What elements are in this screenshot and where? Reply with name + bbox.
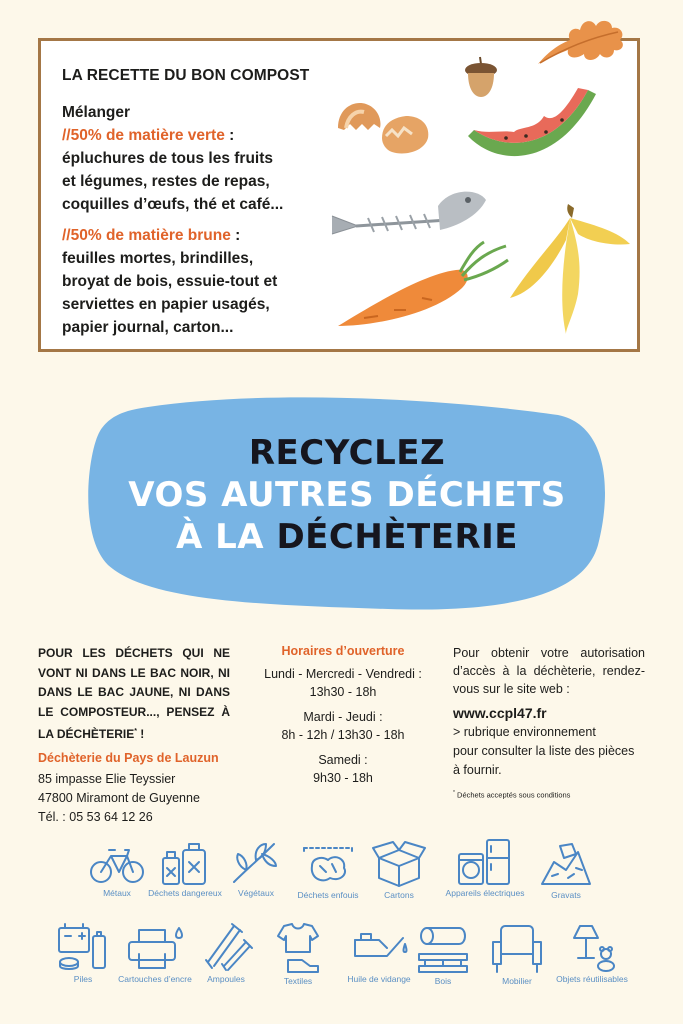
banner-text [88,432,606,558]
info-heading [38,644,230,745]
waste-center-name: Déchèterie du Pays de Lauzun [38,750,219,765]
green-matter-line: et légumes, restes de repas, [62,173,270,190]
brown-matter-line: serviettes en papier usagés, [62,296,270,313]
green-matter-line: coquilles d’œufs, thé et café... [62,196,284,213]
waste-type-label: Piles [73,974,93,984]
wood-icon [415,924,471,974]
banner-line-2: VOS AUTRES DÉCHETS [128,475,566,515]
oak-leaf-icon [530,10,632,72]
green-matter-colon: : [224,127,235,144]
access-info [453,644,645,800]
waste-type-label: Appareils électriques [445,888,525,898]
waste-type-cardboard [354,840,444,900]
address-line-2: 47800 Miramont de Guyenne [38,790,200,805]
bicycle-icon [89,842,145,886]
banner-line-3-strong: DÉCHÈTERIE [276,517,519,557]
brown-matter-line: papier journal, carton... [62,319,234,336]
access-text: Pour obtenir votre autorisation d’accès à la déchèterie, rendez-vous sur le site web : [453,646,645,696]
waste-type-label: Gravats [551,890,581,900]
access-line-3: à fournir. [453,763,502,777]
website-link[interactable]: www.ccpl47.fr [453,705,547,721]
recipe-intro: Mélanger [62,104,131,121]
reusable-objects-icon [564,922,620,972]
waste-type-label: Cartouches d’encre [118,974,192,984]
waste-type-textiles [253,922,343,986]
opening-hours-title: Horaires d’ouverture [281,644,405,658]
branch-icon [228,838,284,886]
printer-icon [125,924,185,972]
hours-time-1: 13h30 - 18h [309,685,377,699]
buried-waste-icon [300,842,356,888]
appliances-icon [455,838,515,886]
address-line-1: 85 impasse Elie Teyssier [38,771,176,786]
waste-type-label: Déchets enfouis [297,890,359,900]
hours-time-2: 8h - 12h / 13h30 - 18h [281,728,405,742]
info-heading-text: POUR LES DÉCHETS QUI NE VONT NI DANS LE BAC NOIR, NI DANS LE BAC JAUNE, NI DANS LE COMPOSTEUR..., PENSEZ À LA DÉCHÈTERIE [38,646,230,741]
opening-hours [255,644,431,787]
conditions-note [453,790,645,800]
waste-center-info [38,644,230,827]
armchair-icon [489,924,545,974]
waste-type-label: Déchets dangereux [148,888,222,898]
recipe-text [62,67,352,339]
access-line-2: pour consulter la liste des pièces [453,744,635,758]
brown-matter-line: broyat de bois, essuie-tout et [62,273,278,290]
conditions-note-text: Déchets acceptés sous conditions [454,790,571,800]
hours-days-2: Mardi - Jeudi : [303,710,383,724]
waste-type-label: Objets réutilisables [556,974,628,984]
clothes-icon [270,922,326,974]
waste-type-reusable [547,922,637,984]
brown-matter-line: feuilles mortes, brindilles, [62,250,254,267]
waste-type-label: Bois [434,976,452,986]
hours-time-3: 9h30 - 18h [313,771,373,785]
brown-matter-colon: : [230,227,241,244]
access-line-1: > rubrique environnement [453,725,596,739]
banner-line-3-prefix: À LA [175,517,277,557]
rubble-icon [538,840,594,888]
waste-type-electrical [440,838,530,898]
hours-days-1: Lundi - Mercredi - Vendredi : [264,667,422,681]
green-matter-heading [62,124,352,147]
waste-type-label: Mobilier [502,976,532,986]
waste-type-label: Textiles [283,976,313,986]
green-matter-line: épluchures de tous les fruits [62,150,274,167]
waste-type-label: Végétaux [238,888,274,898]
watermelon-slice-icon [466,86,602,170]
banner-line-3 [88,516,606,558]
brown-matter-heading [62,224,352,247]
waste-type-label: Ampoules [207,974,245,984]
info-heading-end: ! [136,727,145,741]
waste-type-rubble [521,840,611,900]
hazard-bottles-icon [157,840,213,886]
battery-icon [55,922,111,972]
info-heading-mark: * [134,728,137,735]
phone-number: Tél. : 05 53 64 12 26 [38,809,153,824]
carrot-icon [334,240,510,336]
eggshell-icon [334,98,434,158]
brown-matter-label: //50% de matière brune [62,227,231,244]
green-matter-label: //50% de matière verte [62,127,225,144]
conditions-note-mark: * [453,790,455,796]
lamp-tubes-icon [198,920,254,972]
waste-type-label: Cartons [384,890,414,900]
waste-type-label: Métaux [103,888,131,898]
hours-days-3: Samedi : [318,753,368,767]
banner-line-1: RECYCLEZ [248,433,446,473]
recipe-title: LA RECETTE DU BON COMPOST [62,67,310,84]
box-icon [371,840,427,888]
banana-peel-icon [508,204,632,336]
waste-type-label: Huile de vidange [347,974,411,984]
